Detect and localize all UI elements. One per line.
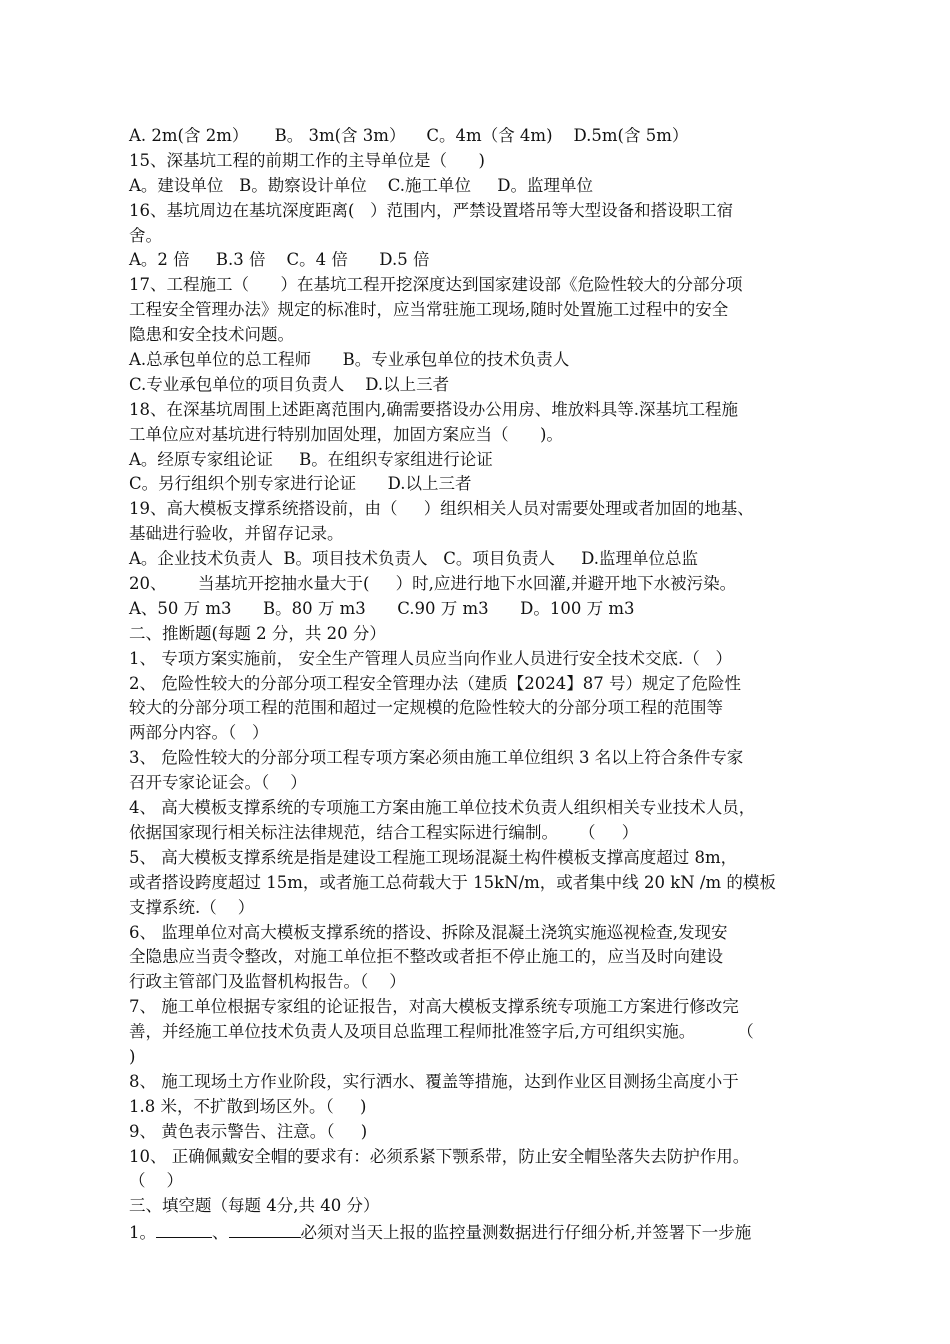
text-line: A、50 万 m3 B。80 万 m3 C.90 万 m3 D。100 万 m3 xyxy=(129,598,635,618)
text-line: A.总承包单位的总工程师 B。专业承包单位的技术负责人 xyxy=(129,350,570,370)
text-line: 7、 施工单位根据专家组的论证报告，对高大模板支撑系统专项施工方案进行修改完 xyxy=(129,997,739,1017)
text-line: ) xyxy=(129,1046,136,1066)
text-line: 9、 黄色表示警告、注意。（ ) xyxy=(129,1121,368,1141)
text-line: 5、 高大模板支撑系统是指是建设工程施工现场混凝土构件模板支撑高度超过 8m， xyxy=(129,847,738,867)
text-line: 召开专家论证会。（ ） xyxy=(129,773,307,793)
text-line: 15、深基坑工程的前期工作的主导单位是（ ) xyxy=(129,150,485,170)
text-line: 1、 专项方案实施前， 安全生产管理人员应当向作业人员进行安全技术交底.（ ） xyxy=(129,648,732,668)
text-line: 18、在深基坑周围上述距离范围内,确需要搭设办公用房、堆放料具等.深基坑工程施 xyxy=(129,399,738,419)
text-line: 20、 当基坑开挖抽水量大于( ）时,应进行地下水回灌,并避开地下水被污染。 xyxy=(129,574,737,594)
text-line: 依据国家现行相关标注法律规范，结合工程实际进行编制。 （ ） xyxy=(129,822,639,842)
text-line: A。企业技术负责人 B。项目技术负责人 C。项目负责人 D.监理单位总监 xyxy=(129,549,699,569)
text-line: 善，并经施工单位技术负责人及项目总监理工程师批准签字后,方可组织实施。 （ xyxy=(129,1022,754,1042)
question-number: 1。 xyxy=(129,1223,156,1243)
text-line: 行政主管部门及监督机构报告。（ ） xyxy=(129,972,406,992)
text-line: A。经原专家组论证 B。在组织专家组进行论证 xyxy=(129,449,493,469)
question-text: 必须对当天上报的监控量测数据进行仔细分析,并签署下一步施 xyxy=(300,1223,752,1243)
text-line: 隐患和安全技术问题。 xyxy=(129,325,294,345)
text-line: 3、 危险性较大的分部分项工程专项方案必须由施工单位组织 3 名以上符合条件专家 xyxy=(129,748,744,768)
blank-separator: 、 xyxy=(212,1223,229,1243)
text-line: 较大的分部分项工程的范围和超过一定规模的危险性较大的分部分项工程的范围等 xyxy=(129,698,723,718)
fill-blank-question-1 xyxy=(129,1219,839,1244)
text-line: （ ） xyxy=(129,1171,183,1191)
text-line: 基础进行验收，并留存记录。 xyxy=(129,524,344,544)
text-line: A。2 倍 B.3 倍 C。4 倍 D.5 倍 xyxy=(129,250,430,270)
question-lines xyxy=(129,124,839,1219)
text-line: 舍。 xyxy=(129,225,162,245)
text-line: 工单位应对基坑进行特别加固处理，加固方案应当（ )。 xyxy=(129,424,563,444)
text-line: C。另行组织个别专家进行论证 D.以上三者 xyxy=(129,474,472,494)
text-line: 工程安全管理办法》规定的标准时，应当常驻施工现场,随时处置施工过程中的安全 xyxy=(129,300,729,320)
text-line: 8、 施工现场土方作业阶段，实行洒水、覆盖等措施，达到作业区目测扬尘高度小于 xyxy=(129,1071,739,1091)
text-line: 二、推断题(每题 2 分，共 20 分） xyxy=(129,623,386,643)
text-line: 16、基坑周边在基坑深度距离( ）范围内，严禁设置塔吊等大型设备和搭设职工宿 xyxy=(129,200,734,220)
text-line: A。建设单位 B。勘察设计单位 C.施工单位 D。监理单位 xyxy=(129,175,593,195)
text-line: 1.8 米，不扩散到场区外。（ ) xyxy=(129,1096,367,1116)
text-line: A. 2m(含 2m） B。 3m(含 3m） C。4m（含 4m) D.5m(含 5m） xyxy=(129,126,689,145)
text-line: 6、 监理单位对高大模板支撑系统的搭设、拆除及混凝土浇筑实施巡视检查,发现安 xyxy=(129,922,728,942)
document-body xyxy=(129,124,839,1244)
text-line: 三、填空题（每题 4分,共 40 分） xyxy=(129,1196,380,1216)
text-line: 或者搭设跨度超过 15m，或者施工总荷载大于 15kN/m，或者集中线 20 kN /m 的模板 xyxy=(129,872,776,892)
text-line: 两部分内容。（ ） xyxy=(129,723,269,743)
answer-blank xyxy=(156,1219,212,1238)
answer-blank xyxy=(229,1219,301,1238)
text-line: 支撑系统.（ ） xyxy=(129,897,255,917)
text-line: 全隐患应当责令整改，对施工单位拒不整改或者拒不停止施工的，应当及时向建设 xyxy=(129,947,723,967)
text-line: 17、工程施工（ ）在基坑工程开挖深度达到国家建设部《危险性较大的分部分项 xyxy=(129,275,743,295)
text-line: 2、 危险性较大的分部分项工程安全管理办法（建质【2024】87 号）规定了危险性 xyxy=(129,673,741,693)
text-line: 19、高大模板支撑系统搭设前，由（ ）组织相关人员对需要处理或者加固的地基、 xyxy=(129,499,754,519)
text-line: C.专业承包单位的项目负责人 D.以上三者 xyxy=(129,374,450,394)
text-line: 4、 高大模板支撑系统的专项施工方案由施工单位技术负责人组织相关专业技术人员， xyxy=(129,798,756,818)
text-line: 10、 正确佩戴安全帽的要求有：必须系紧下颚系带，防止安全帽坠落失去防护作用。 xyxy=(129,1146,750,1166)
